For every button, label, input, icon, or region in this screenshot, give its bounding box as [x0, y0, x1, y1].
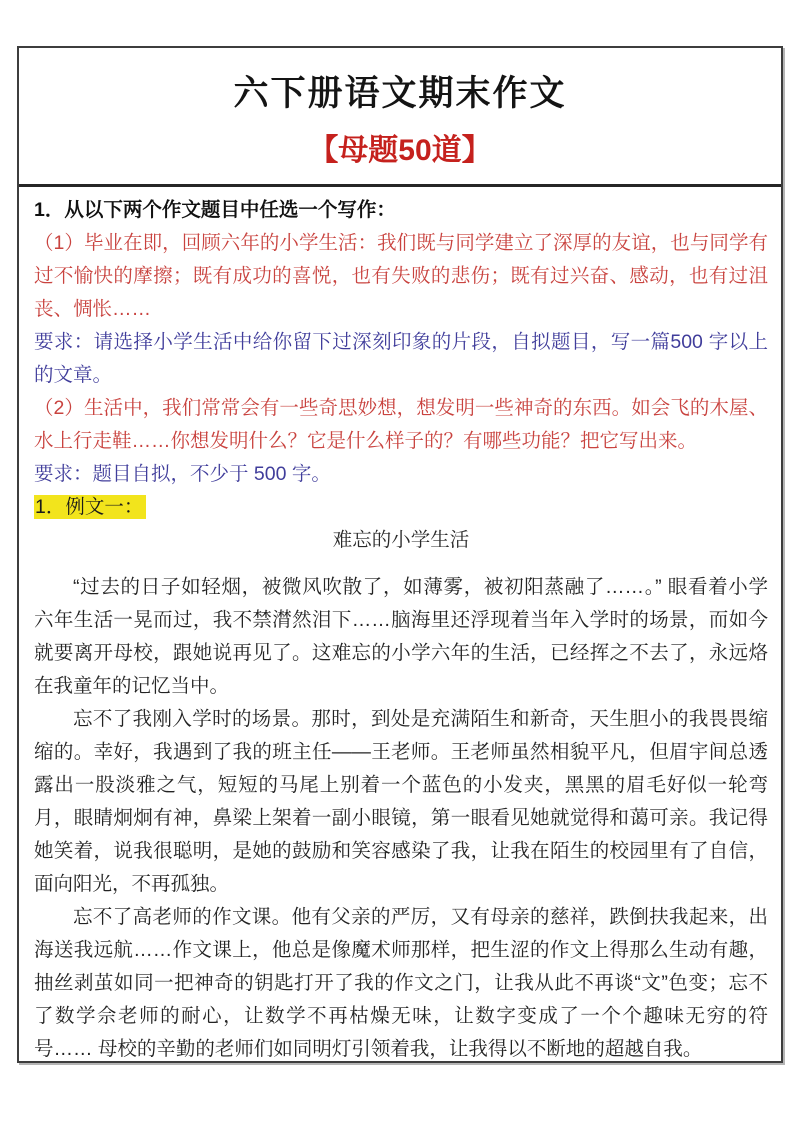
question-prompt: 1．从以下两个作文题目中任选一个写作：: [34, 199, 396, 221]
document-header: [19, 48, 781, 187]
essay-paragraph: 忘不了高老师的作文课。他有父亲的严厉，又有母亲的慈祥，跌倒扶我起来，出海送我远航……作文课上，他总是像魔术师那样，把生涩的作文上得那么生动有趣，抽丝剥茧如同一把神奇的钥匙打开了我的作文之门，让我从此不再谈“文”色变；忘不了数学佘老师的耐心，让数学不再枯燥无味，让数字变成了一个个趣味无穷的符号…… 母校的辛勤的老师们如同明灯引领着我，让我得以不断地的超越自我。: [34, 906, 768, 1060]
question-option-2: （2）生活中，我们常常会有一些奇思妙想，想发明一些神奇的东西。如会飞的木屋、水上行走鞋……你想发明什么？它是什么样子的？有哪些功能？把它写出来。: [34, 397, 768, 452]
document-page: [17, 46, 783, 1063]
essay-title: 难忘的小学生活: [332, 529, 470, 551]
essay-paragraph: “过去的日子如轻烟，被微风吹散了，如薄雾，被初阳蒸融了……。” 眼看着小学 六年生活一晃而过，我不禁潸然泪下……脑海里还浮现着当年入学时的场景，而如今 就要离开母校，跟她说再见了。这难忘的小学六年的生活，已经挥之不去了，永远烙 在我童年的记忆当中。: [34, 576, 768, 697]
example-label-line: [34, 491, 768, 524]
essay-paragraph: 忘不了我刚入学时的场景。那时，到处是充满陌生和新奇，天生胆小的我畏畏缩缩的。幸好，我遇到了我的班主任——王老师。王老师虽然相貌平凡，但眉宇间总透露出一股淡雅之气，短短的马尾上别着一个蓝色的小发夹，黑黑的眉毛好似一轮弯月，眼睛炯炯有神，鼻梁上架着一副小眼镜，第一眼看见她就觉得和蔼可亲。我记得她笑着，说我很聪明，是她的鼓励和笑容感染了我，让我在陌生的校园里有了自信，面向阳光，不再孤独。: [34, 708, 768, 895]
question-option-1: （1）毕业在即，回顾六年的小学生活：我们既与同学建立了深厚的友谊，也与同学有过不愉快的摩擦；既有成功的喜悦，也有失败的悲伤；既有过兴奋、感动，也有过沮 丧、惆怅……: [34, 232, 768, 320]
document-subtitle: 【母题50道】: [308, 134, 492, 167]
essay-body: [34, 571, 768, 1066]
question-requirement-2: 要求：题目自拟，不少于 500 字。: [34, 463, 331, 485]
document-title: 六下册语文期末作文: [233, 74, 567, 113]
question-requirement-1: 要求：请选择小学生活中给你留下过深刻印象的片段，自拟题目，写一篇500 字以上 的文章。: [34, 331, 768, 386]
example-label-highlight: 1．例文一：: [34, 495, 146, 519]
document-body: [19, 187, 781, 1066]
